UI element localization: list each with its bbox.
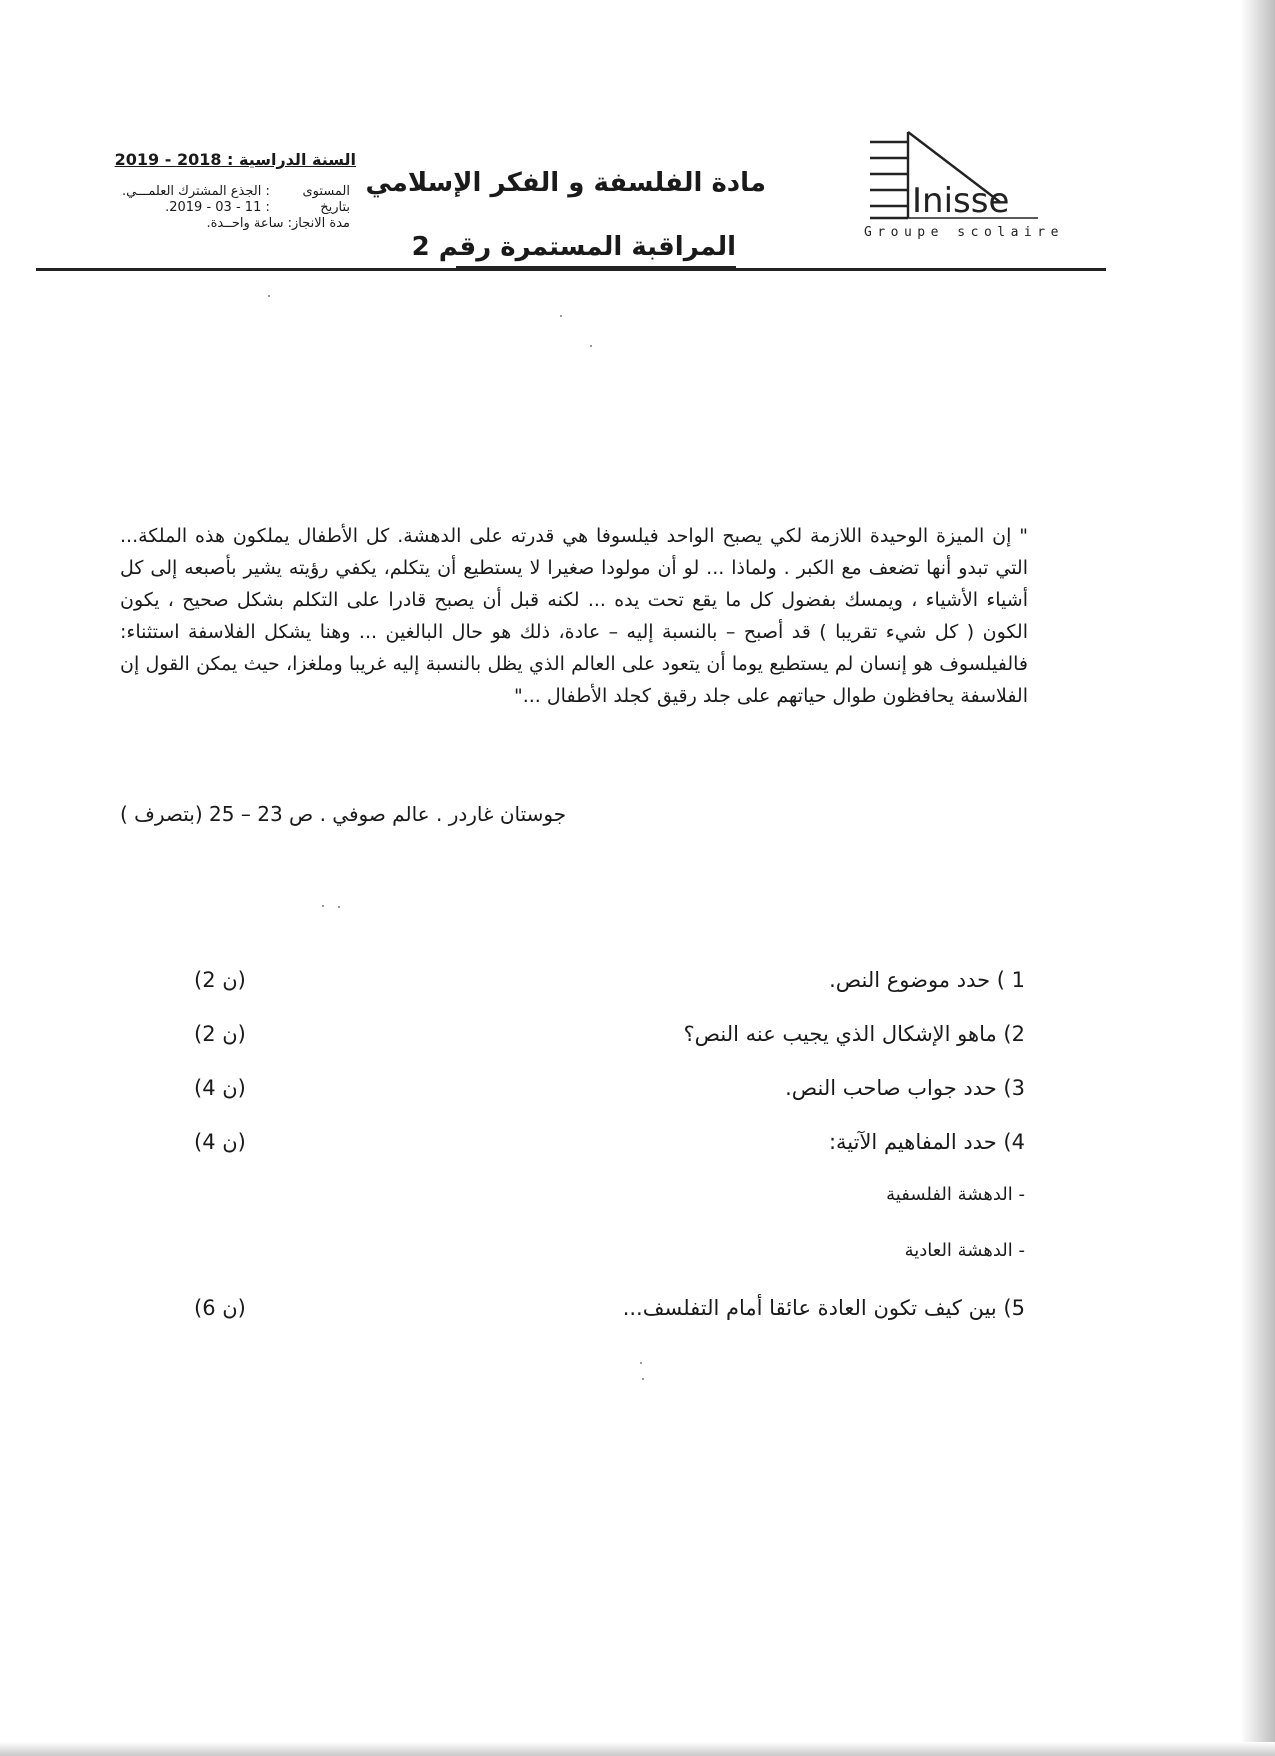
exam-info — [66, 152, 356, 232]
concept-item — [180, 1240, 1025, 1296]
level-line — [66, 184, 356, 200]
question-points: (4 ن) — [194, 1076, 246, 1100]
duration-line: مدة الانجاز: ساعة واحــدة. — [206, 216, 350, 231]
school-year: السنة الدراسية : 2018 - 2019 — [114, 150, 356, 169]
question-text: 5) بين كيف تكون العادة عائقا أمام التفلسف... — [622, 1296, 1025, 1320]
level-label: المستوى — [302, 184, 350, 199]
scan-speck — [590, 345, 592, 347]
date-label: بتاريخ — [320, 200, 350, 215]
logo-triangle-icon — [860, 130, 1130, 250]
question-text: 4) حدد المفاهيم الآتية: — [828, 1130, 1025, 1154]
level-value: : الجذع المشترك العلمـــي. — [121, 184, 270, 199]
question-item — [180, 1296, 1025, 1350]
question-item — [180, 968, 1025, 1022]
scan-speck — [268, 295, 270, 297]
text-passage: " إن الميزة الوحيدة اللازمة لكي يصبح الواحد فيلسوفا هي قدرته على الدهشة. كل الأطفال يملكون هذه الملكة... التي تبدو أنها تضعف مع الكبر . ولماذا ... لو أن مولودا صغيرا لا يستطيع أن يتكلم، يكفي رؤيته يشير بأصبعه إلى كل أشياء الأشياء ، ويمسك بفضول كل ما يقع تحت يده ... لكنه قبل أن يصبح قادرا على التكلم بشكل صحيح ، يكون الكون ( كل شيء تقريبا ) قد أصبح – بالنسبة إليه – عادة، ذلك هو حال البالغين ... وهنا يشكل الفلاسفة استثناء: فالفيلسوف هو إنسان لم يستطيع يوما أن يتعود على العالم الذي يظل بالنسبة إليه غريبا وملغزا، حيث يمكن القول إن الفلاسفة يحافظون طوال حياتهم على جلد رقيق كجلد الأطفال ..." — [120, 525, 1028, 707]
concept-text: - الدهشة الفلسفية — [886, 1184, 1025, 1205]
scan-bottom-edge — [0, 1742, 1275, 1756]
concept-text: - الدهشة العادية — [904, 1240, 1025, 1261]
question-points: (4 ن) — [194, 1130, 246, 1154]
scan-speck — [640, 1362, 642, 1364]
question-item — [180, 1022, 1025, 1076]
school-logo — [860, 130, 1130, 250]
date-line — [66, 200, 356, 216]
question-item — [180, 1130, 1025, 1184]
scan-speck — [338, 906, 340, 908]
question-item — [180, 1076, 1025, 1130]
passage-source: جوستان غاردر . عالم صوفي . ص 23 – 25 (بتصرف ) — [120, 802, 567, 826]
question-text: 1 ) حدد موضوع النص. — [829, 968, 1025, 992]
logo-tagline: Groupe scolaire — [864, 225, 1064, 240]
date-value: : 11 - 03 - 2019. — [165, 200, 270, 215]
question-points: (6 ن) — [194, 1296, 246, 1320]
question-points: (2 ن) — [194, 1022, 246, 1046]
scan-speck — [642, 1378, 644, 1380]
subject-title: مادة الفلسفة و الفكر الإسلامي — [365, 168, 766, 198]
header-divider — [36, 268, 1106, 271]
logo-wordmark: Inisse — [912, 181, 1010, 221]
exam-header — [36, 130, 1106, 270]
question-text: 3) حدد جواب صاحب النص. — [785, 1076, 1025, 1100]
question-points: (2 ن) — [194, 968, 246, 992]
scan-shadow-edge — [1241, 0, 1275, 1756]
concept-item — [180, 1184, 1025, 1240]
scan-speck — [560, 315, 562, 317]
scan-speck — [322, 905, 324, 907]
exam-title: المراقبة المستمرة رقم 2 — [456, 232, 736, 268]
questions-list — [180, 968, 1025, 1350]
question-text: 2) ماهو الإشكال الذي يجيب عنه النص؟ — [683, 1022, 1025, 1046]
